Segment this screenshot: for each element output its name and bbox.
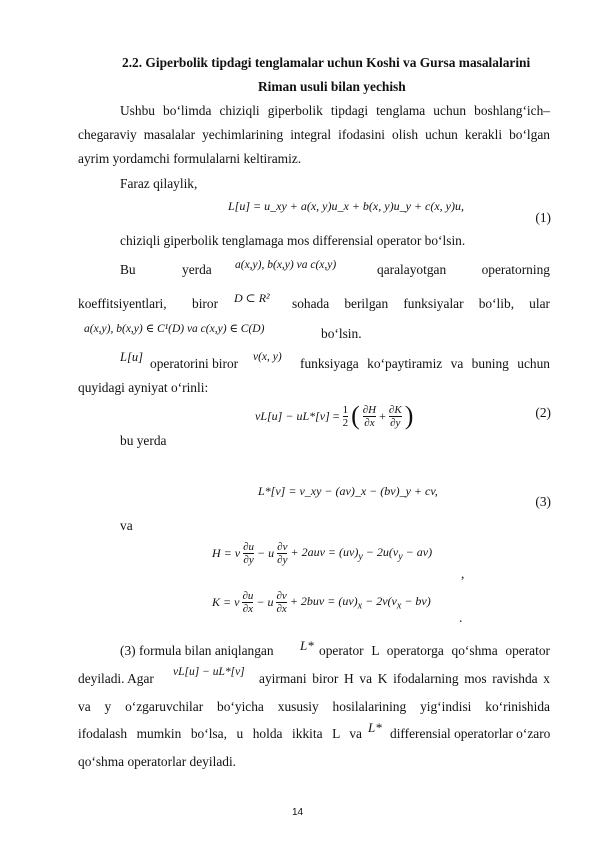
paragraph-line: va y o‘zgaruvchilar bo‘yicha xususiy hosilalarining yig‘indisi ko‘rinishida — [78, 699, 550, 714]
equation-2 — [255, 401, 413, 431]
paragraph-word: Bu — [120, 262, 136, 277]
paragraph-line: Faraz qilaylik, — [120, 176, 198, 191]
paragraph-word: ayirmani biror H va K ifodalarning mos ravishda x — [259, 671, 550, 686]
fraction-du-dx: $\frac{\partial u}{\partial x}$ — [242, 590, 254, 615]
smoothness-math: a(x,y), b(x,y) ∈ C¹(D) va c(x,y) ∈ C(D) — [84, 323, 265, 335]
paragraph-word: biror — [192, 296, 219, 311]
equation-number: (2) — [535, 405, 551, 420]
equation-number: (3) — [535, 494, 551, 509]
function-v-math: v(x, y) — [253, 351, 282, 363]
paragraph-word: ifodalash mumkin bo‘lsa, u holda ikkita L va — [78, 726, 362, 741]
domain-math: D ⊂ R² — [234, 291, 270, 305]
difference-math: vL[u] − uL*[v] — [173, 666, 245, 678]
paragraph-word: qaralayotgan operatorning — [377, 262, 550, 277]
equals-sign: = — [332, 408, 340, 423]
comma: , — [461, 566, 465, 581]
paragraph-word: sohada berilgan funksiyalar bo‘lib, ular — [292, 296, 550, 311]
paragraph-word: (3) formula bilan aniqlangan — [120, 643, 274, 658]
equation-1: L[u] = u_xy + a(x, y)u_x + b(x, y)u_y + c(x, y)u, — [228, 199, 464, 213]
paragraph-line: bu yerda — [120, 433, 167, 448]
period: . — [459, 610, 463, 625]
paren-close: ) — [404, 401, 414, 430]
paragraph-word: operatorini biror — [150, 356, 239, 371]
paragraph-word: differensial operatorlar o‘zaro — [390, 726, 551, 741]
coefficients-math: a(x,y), b(x,y) va c(x,y) — [235, 259, 337, 271]
paragraph-word: yerda — [182, 262, 212, 277]
equation-H: H = v $\frac{\partial u}{\partial y}$ − u $\frac{\partial v}{\partial y}$ + $2auv = (uv)_y - 2u(v_y - av)$ — [212, 541, 433, 566]
paragraph-line: quyidagi ayniyat o‘rinli: — [78, 380, 209, 395]
paragraph-line: chiziqli giperbolik tenglamaga mos differensial operator bo‘lsin. — [120, 233, 466, 248]
paragraph-line: qo‘shma operatorlar deyiladi. — [78, 754, 237, 769]
paragraph-line: va — [120, 518, 133, 533]
fraction-dK-dy: $\frac{\partial K}{\partial y}$ — [388, 403, 402, 429]
operator-Lstar-math: L* — [300, 638, 314, 653]
paren-open: ( — [351, 401, 360, 430]
section-title-line-2: Riman usuli bilan yechish — [258, 79, 406, 94]
equation-2-lhs: vL[u] − uL*[v] — [255, 408, 330, 423]
fraction-dH-dx: $\frac{\partial H}{\partial x}$ — [362, 403, 377, 429]
fraction-dv-dx: $\frac{\partial v}{\partial x}$ — [276, 590, 287, 615]
operator-Lstar-math: L* — [368, 720, 382, 735]
section-title-line-1: 2.2. Giperbolik tipdagi tenglamalar uchun Koshi va Gursa masalalarini — [122, 55, 531, 70]
equation-K: K = v $\frac{\partial u}{\partial x}$ − u $\frac{\partial v}{\partial x}$ + $2buv = (uv)_x - 2v(v_x - bv)$ — [212, 590, 431, 615]
paragraph-line: chegaraviy masalalar yechimlarining integral ifodasini olish uchun kerakli bo‘lgan — [78, 127, 550, 142]
paragraph-word: deyiladi. Agar — [78, 671, 154, 686]
paragraph-line: Ushbu bo‘limda chiziqli giperbolik tipdagi tenglama uchun boshlang‘ich– — [120, 103, 550, 118]
plus-sign: + — [379, 408, 386, 423]
fraction-du-dy: $\frac{\partial u}{\partial y}$ — [243, 541, 255, 566]
equation-3: L*[v] = v_xy − (av)_x − (bv)_y + cv, — [258, 484, 438, 498]
page-number: 14 — [291, 807, 304, 818]
paragraph-word: koeffitsiyentlari, — [78, 296, 167, 311]
paragraph-word: bo‘lsin. — [321, 326, 362, 341]
fraction-dv-dy: $\frac{\partial v}{\partial y}$ — [277, 541, 288, 566]
paragraph-word: funksiyaga ko‘paytiramiz va buning uchun — [300, 356, 550, 371]
paragraph-word: operator L operatorga qo‘shma operator — [319, 643, 550, 658]
paragraph-line: ayrim yordamchi formulalarni keltiramiz. — [78, 151, 302, 166]
operator-L-math: L[u] — [120, 350, 143, 364]
fraction-half: $\frac{1}{2}$ — [342, 403, 349, 429]
equation-number: (1) — [535, 210, 551, 225]
